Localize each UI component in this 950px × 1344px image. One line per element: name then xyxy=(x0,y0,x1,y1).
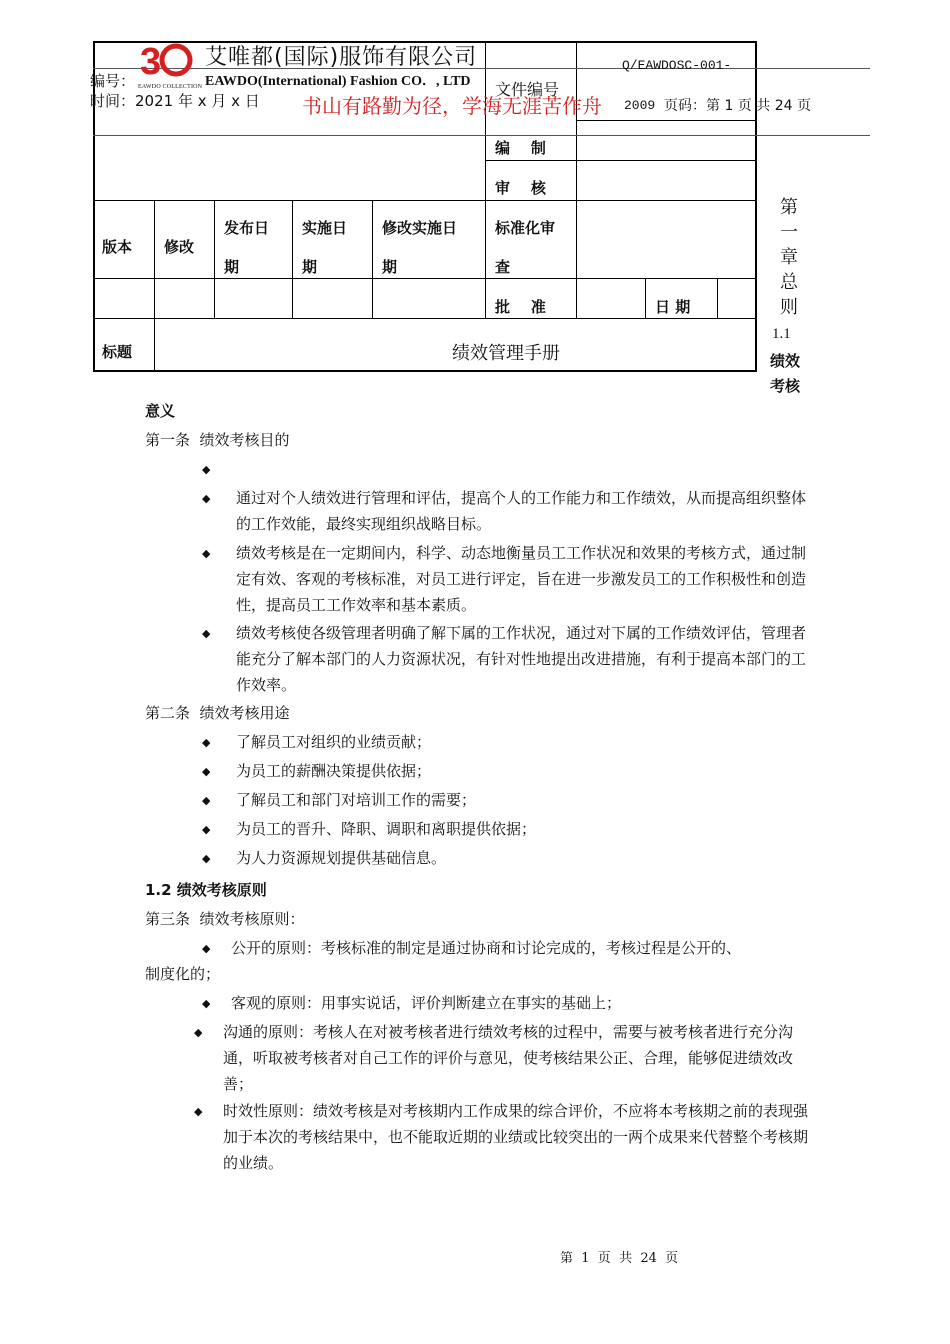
bullet-u2: ◆ xyxy=(202,765,211,778)
company-logo xyxy=(138,40,203,90)
chapter-char-5: 则 xyxy=(780,297,798,318)
version-label: 版本 xyxy=(102,238,133,256)
section-title-2: 考核 xyxy=(770,377,801,395)
bullet-p2: ◆ xyxy=(202,547,211,560)
chapter-char-1: 第 xyxy=(780,197,798,218)
article-1: 第一条 绩效考核目的 xyxy=(145,431,290,449)
doc-no-label: 文件编号 xyxy=(495,80,560,99)
impl-date-label-2: 期 xyxy=(302,258,318,276)
bullet-empty: ◆ xyxy=(202,463,211,476)
chapter-char-4: 总 xyxy=(780,272,798,293)
document-title: 绩效管理手册 xyxy=(452,343,560,364)
compile-label: 编 制 xyxy=(495,139,546,157)
section-number: 1.1 xyxy=(772,326,791,342)
purpose-para-1: 通过对个人绩效进行管理和评估，提高个人的工作能力和工作绩效，从而提高组织整体的工作效能，最终实现组织战略目标。 xyxy=(236,489,807,533)
principle-3: 沟通的原则：考核人在对被考核者进行绩效考核的过程中，需要与被考核者进行充分沟通，听取被考核者对自己工作的评价与意见，使考核结果公正、合理，能够促进绩效改善； xyxy=(223,1023,794,1093)
page-info: 页码：第 1 页 共 24 页 xyxy=(664,98,811,114)
modify-label: 修改 xyxy=(164,238,195,256)
principle-4: 时效性原则：绩效考核是对考核期内工作成果的综合评价，不应将本考核期之前的表现强加于本次的考核结果中，也不能取近期的业绩或比较突出的一两个成果来代替整个考核期的业绩。 xyxy=(223,1102,809,1172)
logo-caption: EAWDO COLLECTION xyxy=(138,84,203,90)
usage-5: 为人力资源规划提供基础信息。 xyxy=(236,849,447,867)
motto: 书山有路勤为径，学海无涯苦作舟 xyxy=(302,94,602,118)
article-2: 第二条 绩效考核用途 xyxy=(145,704,290,722)
svg-text:3: 3 xyxy=(140,41,162,80)
chapter-char-3: 章 xyxy=(780,247,798,268)
bullet-r2: ◆ xyxy=(202,997,211,1010)
bullet-r4: ◆ xyxy=(194,1105,203,1118)
review-label: 审 核 xyxy=(495,179,546,197)
principle-1-b: 制度化的； xyxy=(145,965,221,983)
page-footer: 第 1 页 共 24 页 xyxy=(560,1251,679,1266)
issue-date-label-1: 发布日 xyxy=(224,219,270,237)
bullet-u4: ◆ xyxy=(202,823,211,836)
overlay-line-bottom xyxy=(93,135,870,136)
bullet-p1: ◆ xyxy=(202,492,211,505)
usage-1: 了解员工对组织的业绩贡献； xyxy=(236,733,432,751)
approve-label: 批 准 xyxy=(495,298,546,316)
bullet-u5: ◆ xyxy=(202,852,211,865)
std-review-label-2: 查 xyxy=(495,258,511,276)
company-name-cn: 艾唯都(国际)服饰有限公司 xyxy=(205,45,478,70)
bullet-p3: ◆ xyxy=(202,627,211,640)
date-label: 日 期 xyxy=(655,298,691,316)
principle-2: 客观的原则：用事实说话，评价判断建立在事实的基础上； xyxy=(231,994,622,1012)
purpose-para-2: 绩效考核是在一定期间内，科学、动态地衡量员工工作状况和效果的考核方式，通过制定有效、客观的考核标准，对员工进行评定，旨在进一步激发员工的工作积极性和创造性，提高员工工作效率和基本素质。 xyxy=(236,544,807,614)
meaning-heading: 意义 xyxy=(145,402,176,420)
chapter-heading xyxy=(778,195,800,320)
article-3: 第三条 绩效考核原则： xyxy=(145,910,305,928)
purpose-para-3: 绩效考核使各级管理者明确了解下属的工作状况，通过对下属的工作绩效评估，管理者能充分了解本部门的人力资源状况，有针对性地提出改进措施，有利于提高本部门的工作效率。 xyxy=(236,624,807,694)
title-label: 标题 xyxy=(102,343,133,361)
usage-2: 为员工的薪酬决策提供依据； xyxy=(236,762,432,780)
doc-no-value-2: 2009 xyxy=(624,98,656,113)
number-label: 编号： xyxy=(90,72,136,90)
company-name-en: EAWDO(International) Fashion CO．, LTD xyxy=(205,74,471,89)
bullet-u1: ◆ xyxy=(202,736,211,749)
section-1-2-heading: 1.2 绩效考核原则 xyxy=(145,881,267,899)
doc-no-value-1: Q/EAWDOSC-001- xyxy=(622,58,732,73)
mod-impl-label-1: 修改实施日 xyxy=(382,219,458,237)
usage-3: 了解员工和部门对培训工作的需要； xyxy=(236,791,477,809)
bullet-r1: ◆ xyxy=(202,942,211,955)
chapter-char-2: 一 xyxy=(780,222,798,243)
usage-4: 为员工的晋升、降职、调职和离职提供依据； xyxy=(236,820,537,838)
std-review-label-1: 标准化审 xyxy=(495,219,556,237)
mod-impl-label-2: 期 xyxy=(382,258,398,276)
bullet-r3: ◆ xyxy=(194,1026,203,1039)
bullet-u3: ◆ xyxy=(202,794,211,807)
section-title-1: 绩效 xyxy=(770,352,801,370)
impl-date-label-1: 实施日 xyxy=(302,219,348,237)
issue-date-label-2: 期 xyxy=(224,258,240,276)
principle-1-a: 公开的原则：考核标准的制定是通过协商和讨论完成的，考核过程是公开的、 xyxy=(231,939,742,957)
time-label: 时间：2021 年 x 月 x 日 xyxy=(90,92,260,110)
